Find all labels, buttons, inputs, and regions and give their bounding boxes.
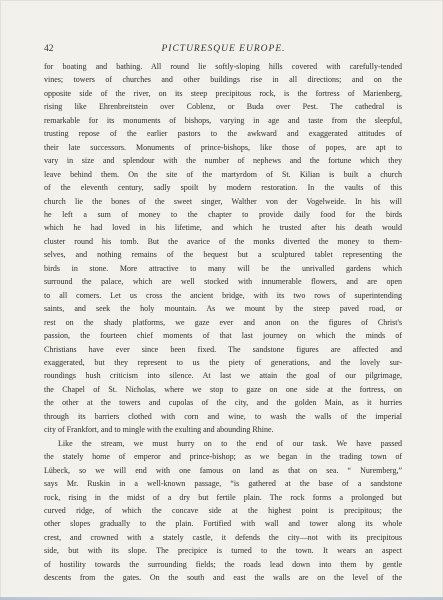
text-line: Like the stream, we must hurry on to the end of our task. We have passed [58,438,402,448]
text-line: city of Frankfort, and to mingle with the exulting and abounding Rhine. [44,425,274,435]
text-line: rising like Ehrenbreitstein over Coblenz, or Buda over Pest. The cathedral is [44,102,402,112]
page-number: 42 [44,44,54,54]
text-line: leave behind them. On the site of the martyrdom of St. Kilian is built a church [44,169,402,179]
text-line: their late successors. Monuments of prince-bishops, like those of popes, are apt to [44,142,402,152]
text-line: the other at the towers and cupolas of the city, and the golden Main, as it hurries [44,398,402,408]
text-line: Lübeck, so we will end with one famous on land as that on sea. “ Nuremberg,” [44,465,402,475]
text-line: church lie the bones of the sweet singer, Walther von der Vogelweide. In his will [44,196,402,206]
text-line: rock, rising in the midst of a dry but fertile plain. The rock forms a prolonged but [44,492,402,502]
text-line: vary in size and splendour with the number of nephews and the fortune which they [44,156,402,166]
text-line: saints, and seek the holy mountain. As we mount by the steep paved road, or [44,304,402,314]
text-line: he left a sum of money to the chapter to provide daily food for the birds [44,209,402,219]
text-line: cluster round his tomb. But the avarice of the monks diverted the money to them- [44,236,402,246]
text-line: opposite side of the river, on its steep precipitous rock, is the fortress of Marienberg, [44,88,402,98]
text-line: selves, and nothing remains of the bequest but a sculptured tablet representing the [44,250,402,260]
text-line: rest on the shady platforms, we gaze ever and anon on the figures of Christ's [44,317,402,327]
text-line: to all comers. Let us cross the ancient bridge, with its two rows of superintending [44,290,402,300]
text-line: remarkable for its monuments of bishops, varying in age and taste from the sleepful, [44,115,402,125]
text-line: the Chapel of St. Nicholas, where we stop to gaze on one side at the fortress, on [44,384,402,394]
text-line: for boating and bathing. All round lie softly-sloping hills covered with carefully-tended [44,62,402,71]
text-line: which he had loved in his lifetime, and which he trusted after his death would [44,223,402,233]
text-line: Christians have ever since been fixed. The sandstone figures are affected and [44,344,402,354]
text-line: birds in stone. More attractive to many will be the unrivalled gardens which [44,263,402,273]
text-line: passion, the fourteen chief moments of that last journey on which the minds of [44,331,402,341]
text-line: other slopes gradually to the plain. Fortified with wall and tower along its whole [44,519,402,529]
text-line: crest, and crowned with a stately castle, it defends the city—not with its precipitous [44,532,402,542]
text-line: exaggerated, but they represent to us the piety of generations, and the lovely sur- [44,357,402,367]
text-line: side, but with its slope. The precipice is turned to the town. It wears an aspect [44,546,402,556]
text-line: curved ridge, of which the concave side at the highest point is precipitous; the [44,505,402,515]
text-line: of hostility towards the surrounding fields; the roads lead down into them by gentle [44,559,402,569]
text-line: descents from the gates. On the south and east the walls are on the level of the [44,573,402,583]
text-line: vines; towers of churches and other buildings rise in all directions; and on the [44,75,402,85]
text-line: roundings hush criticism into silence. At last we attain the goal of our pilgrimage, [44,371,402,381]
text-line: through its barriers clothed with corn and wine, to wash the walls of the imperial [44,411,402,421]
page-header [44,44,403,58]
body-text [44,60,402,583]
text-line: trusting repose of the earlier pastors to the awkward and exaggerated attitudes of [44,129,402,139]
text-line: of the eleventh century, sadly spoilt by modern restoration. In the vaults of this [44,183,402,193]
text-line: surround the palace, which are well stocked with innumerable flowers, and are open [44,277,402,287]
running-title: PICTURESQUE EUROPE. [161,44,286,54]
text-line: says Mr. Ruskin in a well-known passage, “is gathered at the base of a sandstone [44,479,402,489]
text-line: the stately home of emperor and prince-bishop; as we began in the trading town of [44,452,402,462]
